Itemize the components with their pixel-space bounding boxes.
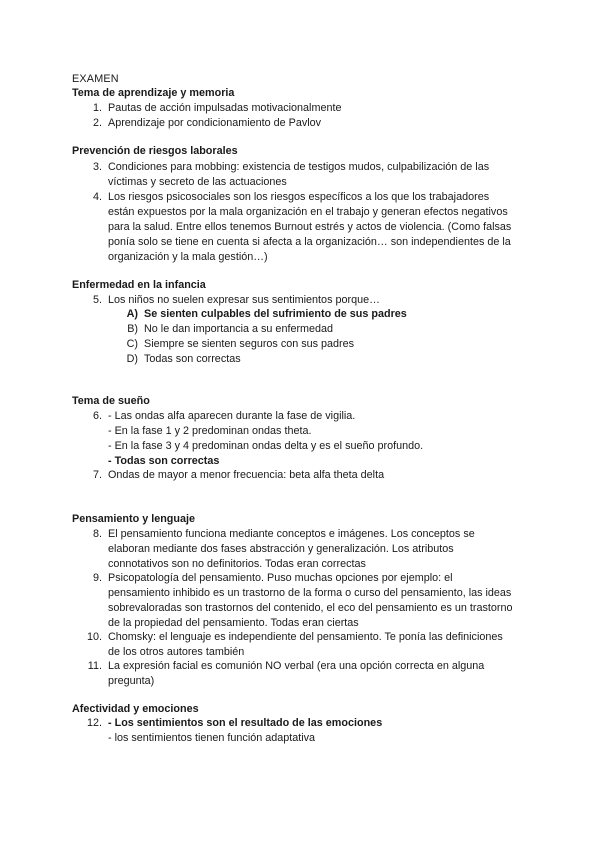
- option-letter: B): [127, 323, 138, 335]
- list-item-line: connotativos son no definitorios. Todas eran correctas: [108, 558, 366, 570]
- option-text-correct: Se sienten culpables del sufrimiento de sus padres: [144, 308, 407, 320]
- list-item: Aprendizaje por condicionamiento de Pavlov: [108, 117, 322, 129]
- list-item-line: elaboran mediante dos fases abstracción y generalización. Los atributos: [108, 543, 454, 555]
- list-item-line: El pensamiento funciona mediante conceptos e imágenes. Los conceptos se: [108, 528, 475, 540]
- list-item-line: Condiciones para mobbing: existencia de testigos mudos, culpabilización de las: [108, 161, 490, 173]
- list-item-line: para la salud. Entre ellos tenemos Burnout estrés y actos de violencia. (Como falsas: [108, 221, 512, 233]
- list-item-line: ponía solo se tiene en cuenta si afecta a la organización… son independientes de la: [108, 236, 511, 248]
- doc-title: EXAMEN: [72, 73, 119, 85]
- list-item-line: - En la fase 3 y 4 predominan ondas delta y es el sueño profundo.: [108, 440, 424, 452]
- list-item-line: están expuestos por la mala organización en el trabajo y generan efectos negativos: [108, 206, 508, 218]
- item-number: 7.: [92, 469, 102, 481]
- option-text: No le dan importancia a su enfermedad: [144, 323, 334, 335]
- list-item-line: sobrevaloradas son trastornos del contenido, el eco del pensamiento es un trastorno: [108, 602, 513, 614]
- item-number: 2.: [92, 117, 102, 129]
- item-number: 9.: [92, 572, 102, 584]
- list-item-line: de los otros autores también: [108, 646, 245, 658]
- list-item-line: Los riesgos psicosociales son los riesgos específicos a los que los trabajadores: [108, 191, 490, 203]
- list-item-line: organización y la mala gestión…): [108, 251, 268, 263]
- list-item-line-correct: - Los sentimientos son el resultado de las emociones: [108, 717, 383, 729]
- section-heading-pensamiento: Pensamiento y lenguaje: [72, 513, 196, 525]
- list-item-line: víctimas y secreto de las actuaciones: [108, 176, 287, 188]
- list-item-line: pensamiento inhibido es un trastorno de la forma o curso del pensamiento, las ideas: [108, 587, 512, 599]
- list-item-line: - Las ondas alfa aparecen durante la fase de vigilia.: [108, 410, 356, 422]
- section-heading-riesgos: Prevención de riesgos laborales: [72, 145, 238, 157]
- list-item-line-correct: - Todas son correctas: [108, 455, 220, 467]
- list-item-line: de la propiedad del pensamiento. Todas eran ciertas: [108, 617, 359, 629]
- item-number: 3.: [92, 161, 102, 173]
- list-item-line: Psicopatología del pensamiento. Puso muchas opciones por ejemplo: el: [108, 572, 453, 584]
- list-item-line: - En la fase 1 y 2 predominan ondas theta.: [108, 425, 312, 437]
- list-item-line: pregunta): [108, 675, 155, 687]
- item-number: 6.: [92, 410, 102, 422]
- item-number: 11.: [87, 660, 102, 672]
- list-item: Pautas de acción impulsadas motivacionalmente: [108, 102, 342, 114]
- option-letter: A): [126, 308, 138, 320]
- list-item: Ondas de mayor a menor frecuencia: beta alfa theta delta: [108, 469, 385, 481]
- item-number: 5.: [92, 294, 102, 306]
- list-item: Los niños no suelen expresar sus sentimientos porque…: [108, 294, 380, 306]
- item-number: 10.: [86, 631, 102, 643]
- item-number: 8.: [92, 528, 102, 540]
- section-heading-sueno: Tema de sueño: [72, 395, 150, 407]
- option-letter: D): [126, 353, 138, 365]
- section-heading-memoria: Tema de aprendizaje y memoria: [72, 87, 235, 99]
- list-item-line: Chomsky: el lenguaje es independiente del pensamiento. Te ponía las definiciones: [108, 631, 503, 643]
- option-text: Siempre se sienten seguros con sus padres: [144, 338, 355, 350]
- option-text: Todas son correctas: [144, 353, 241, 365]
- item-number: 4.: [92, 191, 102, 203]
- section-heading-afectividad: Afectividad y emociones: [72, 703, 199, 715]
- list-item-line: - los sentimientos tienen función adaptativa: [108, 732, 316, 744]
- item-number: 12.: [86, 717, 102, 729]
- list-item-line: La expresión facial es comunión NO verbal (era una opción correcta en alguna: [108, 660, 485, 672]
- section-heading-infancia: Enfermedad en la infancia: [72, 279, 206, 291]
- option-letter: C): [126, 338, 138, 350]
- item-number: 1.: [92, 102, 102, 114]
